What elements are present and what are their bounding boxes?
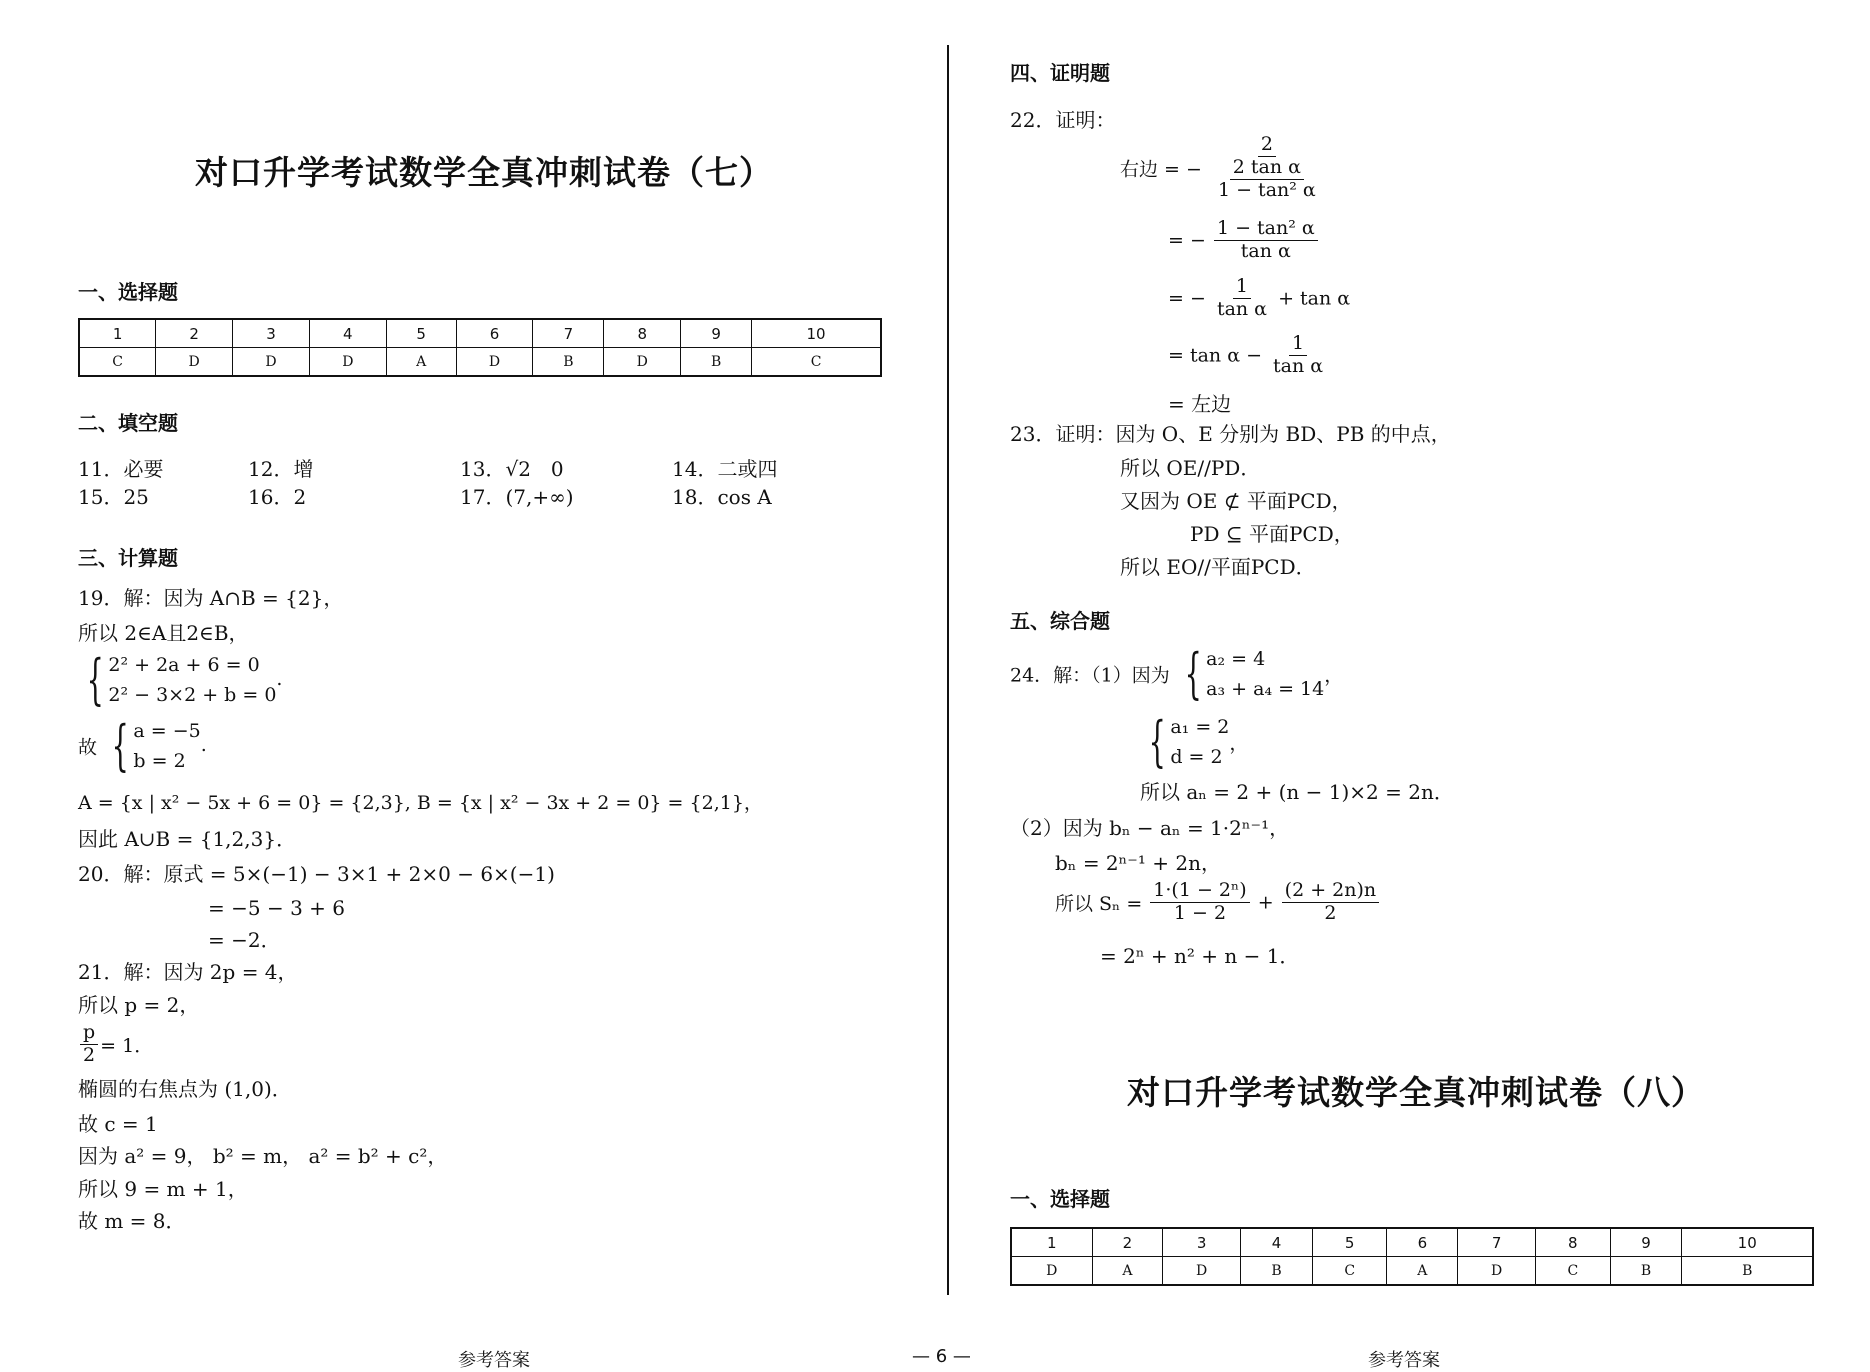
denominator: tan α [1273,354,1324,377]
q23-line4: PD ⊆ 平面PCD， [1190,522,1354,546]
section-choice: 一、选择题 [78,280,178,304]
table-cell: D [1458,1257,1536,1286]
table-cell: D [233,348,310,377]
fraction [1282,880,1379,925]
expression: + tan α [1278,287,1351,310]
table-cell: 1 [1011,1228,1092,1257]
q20-line2: = −5 − 3 + 6 [208,896,345,920]
table-row-numbers [79,319,881,348]
table-cell: 9 [681,319,752,348]
denominator: tan α [1240,239,1291,262]
q23-line5: 所以 EO//平面PCD． [1120,555,1316,579]
table-cell: 6 [456,319,533,348]
q19-line5: A = {x | x² − 5x + 6 = 0} = {2,3}, B = {x | x² − 3x + 2 = 0} = {2,1}， [78,792,763,814]
table-cell: 8 [1536,1228,1611,1257]
table-cell: C [79,348,156,377]
gu-label: 故 [78,736,98,759]
table-cell: B [1682,1257,1813,1286]
table-cell: D [1163,1257,1241,1286]
table-cell: A [1387,1257,1458,1286]
equation: b = 2 [133,750,186,772]
table-cell: D [604,348,681,377]
table-cell: 6 [1387,1228,1458,1257]
q21-line4: 椭圆的右焦点为 (1,0)． [78,1077,292,1101]
fraction [80,1022,98,1067]
q20-line1: 20．解：原式 = 5×(−1) − 3×1 + 2×0 − 6×(−1) [78,862,555,886]
q19-line6: 因此 A∪B = {1,2,3}． [78,827,297,851]
table-cell: 3 [233,319,310,348]
expression: 右边 = − [1120,158,1202,181]
q22-step3 [1168,276,1350,321]
table-cell: D [1011,1257,1092,1286]
table-row-numbers [1011,1228,1813,1257]
equation: 2² − 3×2 + b = 0 [108,684,277,706]
denominator: 2 [1324,901,1337,924]
q21-line6: 因为 a² = 9， b² = m， a² = b² + c²， [78,1144,448,1168]
exam-title-8: 对口升学考试数学全真冲刺试卷（八） [1127,1073,1705,1112]
exam-title-7: 对口升学考试数学全真冲刺试卷（七） [195,153,773,192]
denominator: 1 − 2 [1173,901,1227,924]
table-cell: 2 [1092,1228,1163,1257]
fill-answer: 18．cos A [672,485,772,509]
table-cell: 7 [533,319,604,348]
section-fill-blank: 二、填空题 [78,411,178,435]
table-cell: 9 [1610,1228,1682,1257]
fill-answer: 11．必要 [78,457,164,481]
left-brace-icon: { [1184,642,1202,705]
table-cell: D [156,348,233,377]
punctuation: . [276,668,283,690]
table-cell: 4 [1241,1228,1313,1257]
q23-line3: 又因为 OE ⊄ 平面PCD， [1120,489,1352,513]
denominator: 2 [83,1043,96,1066]
table-row-answers [79,348,881,377]
fill-answer: 14．二或四 [672,457,778,481]
expression: = − [1168,229,1206,252]
table-cell: C [1312,1257,1387,1286]
q21-fraction-line [78,1022,153,1067]
table-cell: 8 [604,319,681,348]
table-cell: 2 [156,319,233,348]
choice-answer-table [78,318,882,377]
left-brace-icon: { [111,714,129,777]
equation: 2² + 2a + 6 = 0 [108,654,260,676]
q21-line8: 故 m = 8． [78,1209,186,1233]
q24-system2 [1140,712,1248,772]
q24-line5: bₙ = 2ⁿ⁻¹ + 2n， [1055,851,1221,875]
denominator: tan α [1216,297,1268,320]
table-cell: 1 [79,319,156,348]
fill-answer: 15．25 [78,485,149,509]
table-cell: 3 [1163,1228,1241,1257]
q19-system2 [78,716,207,776]
numerator: 1 [1289,333,1307,356]
fill-blank-answers [78,453,890,509]
q24-line3: 所以 aₙ = 2 + (n − 1)×2 = 2n． [1140,780,1454,804]
q22-step5: = 左边 [1168,392,1232,416]
fill-answer: 17．(7,+∞) [460,485,574,509]
q22-step1 [1120,134,1326,202]
fraction [1150,880,1249,925]
numerator: p [80,1022,98,1045]
q19-system1 [78,650,282,710]
q21-line2: 所以 p = 2， [78,993,200,1017]
q22-step2 [1168,218,1320,263]
numerator: 2 [1258,134,1276,157]
q19-line2: 所以 2∈A且2∈B， [78,621,249,645]
fill-answer: 12．增 [248,457,314,481]
table-cell: 5 [1312,1228,1387,1257]
column-divider [947,45,949,1295]
fill-row [78,481,890,509]
left-brace-icon: { [86,648,104,711]
table-cell: D [456,348,533,377]
denominator: 1 − tan² α [1217,178,1316,201]
q22-head: 22．证明： [1010,108,1116,132]
punctuation: . [200,734,207,756]
table-cell: C [752,348,881,377]
table-row-answers [1011,1257,1813,1286]
section-comprehensive: 五、综合题 [1010,609,1110,633]
fraction-rest: = 1． [100,1034,154,1057]
fraction [1210,134,1324,202]
table-cell: 5 [386,319,456,348]
section-calculation: 三、计算题 [78,546,178,570]
q23-line2: 所以 OE//PD． [1120,456,1261,480]
numerator: 1 − tan² α [1214,218,1318,241]
footer-right: 参考答案 [1368,1350,1440,1371]
q22-step4 [1168,333,1328,378]
table-cell: C [1536,1257,1611,1286]
fraction [1214,218,1318,263]
section-choice-8: 一、选择题 [1010,1187,1110,1211]
expression: 24．解：（1）因为 [1010,664,1170,687]
expression: = tan α − [1168,344,1262,367]
expression: 所以 Sₙ = [1055,892,1143,915]
fill-answer: 13．√2 0 [460,457,564,481]
table-cell: 4 [309,319,386,348]
q24-line7: = 2ⁿ + n² + n − 1． [1100,944,1300,968]
punctuation: ， [1229,732,1249,755]
page-number: — 6 — [912,1346,971,1367]
fraction [1270,333,1326,378]
table-cell: 10 [752,319,881,348]
section-proof: 四、证明题 [1010,61,1110,85]
equation: a₃ + a₄ = 14 [1206,678,1325,700]
equation: a₁ = 2 [1170,716,1230,738]
q21-line1: 21．解：因为 2p = 4， [78,960,298,984]
q24-line4: （2）因为 bₙ − aₙ = 1·2ⁿ⁻¹， [1010,816,1290,840]
table-cell: A [1092,1257,1163,1286]
q19-line1: 19．解：因为 A∩B = {2}， [78,586,344,610]
fill-answer: 16．2 [248,485,307,509]
table-cell: D [309,348,386,377]
q23-line1: 23．证明：因为 O、E 分别为 BD、PB 的中点， [1010,422,1451,446]
equation: d = 2 [1170,746,1223,768]
numerator: 1 [1233,276,1251,299]
choice-answer-table-8 [1010,1227,1814,1286]
numerator: 2 tan α [1230,157,1304,180]
numerator: 1·(1 − 2ⁿ) [1150,880,1249,903]
fraction [1215,157,1319,202]
q21-line5: 故 c = 1 [78,1112,158,1136]
q20-line3: = −2． [208,928,281,952]
q24-line1 [1010,644,1343,704]
table-cell: B [1241,1257,1313,1286]
q24-line6 [1055,880,1381,925]
table-cell: 7 [1458,1228,1536,1257]
table-cell: B [533,348,604,377]
table-cell: B [681,348,752,377]
denominator [1210,157,1324,202]
table-cell: 10 [1682,1228,1813,1257]
numerator: (2 + 2n)n [1282,880,1379,903]
fill-row [78,453,890,481]
expression: = − [1168,287,1206,310]
left-brace-icon: { [1148,710,1166,773]
table-cell: B [1610,1257,1682,1286]
fraction [1214,276,1270,321]
footer-left: 参考答案 [458,1350,530,1371]
table-cell: A [386,348,456,377]
punctuation: ， [1324,664,1344,687]
q21-line7: 所以 9 = m + 1， [78,1177,248,1201]
plus-sign: + [1257,891,1274,914]
equation: a = −5 [133,720,201,742]
equation: a₂ = 4 [1206,648,1266,670]
